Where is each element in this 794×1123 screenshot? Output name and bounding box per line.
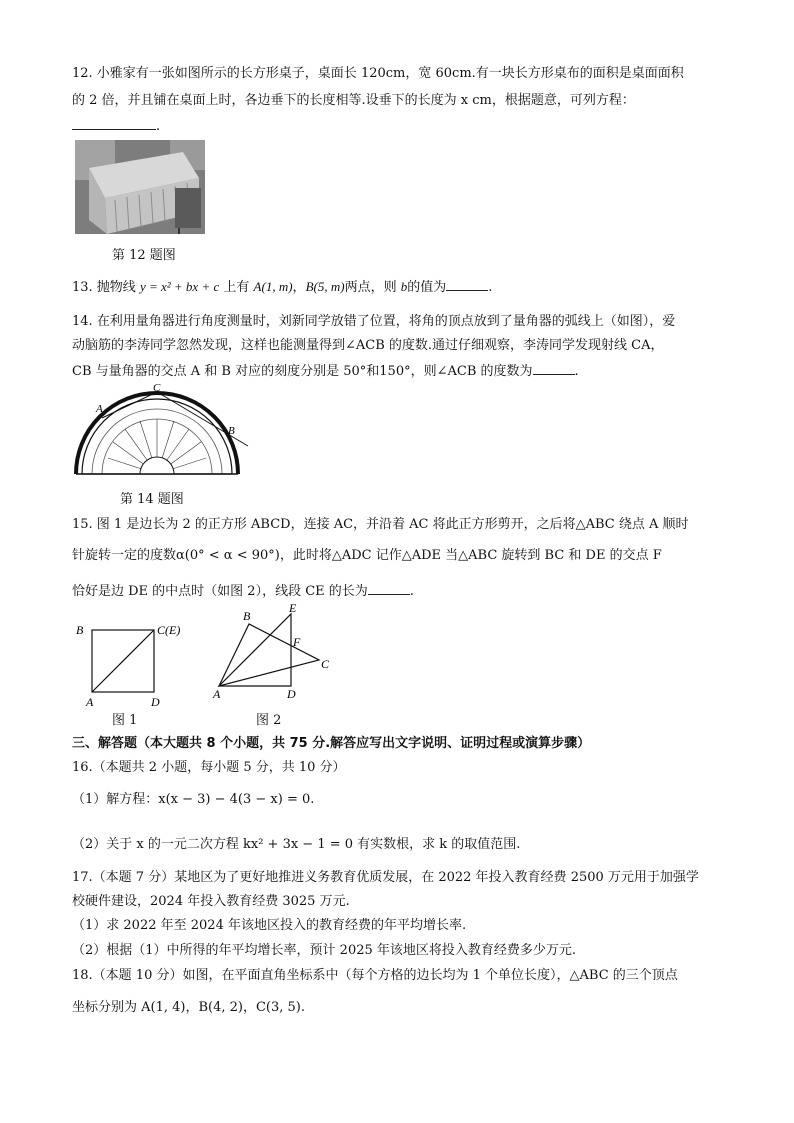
table-photo xyxy=(75,140,205,234)
q12-caption: 第 12 题图 xyxy=(112,248,176,263)
fig2-caption: 图 2 xyxy=(256,713,282,728)
fig2-label-c: C xyxy=(321,657,330,671)
answer-blank[interactable] xyxy=(533,360,575,375)
q17-line-1: 17.（本题 7 分）某地区为了更好地推进义务教育优质发展，在 2022 年投入教育经费 2500 万元用于加强学 xyxy=(72,870,699,885)
protractor-figure xyxy=(72,382,252,482)
fig2-label-b: B xyxy=(243,609,251,623)
fig1-caption: 图 1 xyxy=(112,713,138,728)
q12-answer-line: . xyxy=(72,115,160,137)
q17-part-2: （2）根据（1）中所得的年平均增长率，预计 2025 年该地区将投入教育经费多少万元. xyxy=(72,943,577,958)
parabola-equation: y = x² + bx + c xyxy=(139,279,220,294)
fig2-label-d: D xyxy=(287,687,296,701)
fig2-label-e: E xyxy=(289,601,297,615)
q18-line-1: 18.（本题 10 分）如图，在平面直角坐标系中（每个方格的边长均为 1 个单位长度），△ABC 的三个顶点 xyxy=(72,968,678,983)
q15-line-3: 恰好是边 DE 的中点时（如图 2），线段 CE 的长为 . xyxy=(72,580,414,602)
q12-line-2: 的 2 倍，并且铺在桌面上时，各边垂下的长度相等.设垂下的长度为 x cm，根据题意，可列方程： xyxy=(72,93,635,108)
q12-line-1: 12. 小雅家有一张如图所示的长方形桌子，桌面长 120cm，宽 60cm.有一块长方形桌布的面积是桌面面积 xyxy=(72,66,684,81)
q17-part-1: （1）求 2022 年至 2024 年该地区投入的教育经费的年平均增长率. xyxy=(72,918,467,933)
protractor-label-b: B xyxy=(228,425,235,437)
q16-part-1: （1）解方程：x(x − 3) − 4(3 − x) = 0. xyxy=(72,792,315,807)
fig1-label-a: A xyxy=(86,695,94,709)
protractor-label-c: C xyxy=(153,382,161,394)
q15-line-1: 15. 图 1 是边长为 2 的正方形 ABCD，连接 AC，并沿着 AC 将此正方形剪开，之后将△ABC 绕点 A 顺时 xyxy=(72,517,689,532)
answer-blank[interactable] xyxy=(368,580,410,595)
figure-1-square xyxy=(72,612,212,712)
answer-blank[interactable] xyxy=(446,276,488,291)
q16-header: 16.（本题共 2 小题，每小题 5 分，共 10 分） xyxy=(72,760,346,775)
q13-line: 13. 抛物线 y = x² + bx + c 上有 A(1, m)，B(5, m)两点，则 b的值为 . xyxy=(72,276,492,298)
fig2-label-f: F xyxy=(293,635,301,649)
answer-blank[interactable] xyxy=(72,115,156,130)
figure-2-rotated xyxy=(205,600,345,710)
fig2-label-a: A xyxy=(213,687,221,701)
q16-part-2: （2）关于 x 的一元二次方程 kx² + 3x − 1 = 0 有实数根，求 k 的取值范围. xyxy=(72,837,521,852)
q14-line-3: CB 与量角器的交点 A 和 B 对应的刻度分别是 50°和150°，则∠ACB 的度数为 . xyxy=(72,360,579,382)
section-3-title: 三、解答题（本大题共 8 个小题，共 75 分.解答应写出文字说明、证明过程或演算步骤） xyxy=(72,736,591,751)
fig1-label-d: D xyxy=(151,695,160,709)
fig1-label-ce: C(E) xyxy=(157,623,181,637)
q17-line-2: 校硬件建设，2024 年投入教育经费 3025 万元. xyxy=(72,894,350,909)
q14-line-1: 14. 在利用量角器进行角度测量时，刘新同学放错了位置，将角的顶点放到了量角器的弧线上（如图），爱 xyxy=(72,314,676,329)
q18-line-2: 坐标分别为 A(1, 4)，B(4, 2)，C(3, 5). xyxy=(72,1000,306,1015)
q14-line-2: 动脑筋的李涛同学忽然发现，这样也能测量得到∠ACB 的度数.通过仔细观察，李涛同学发现射线 CA， xyxy=(72,338,664,353)
fig1-label-b: B xyxy=(76,623,84,637)
protractor-label-a: A xyxy=(96,403,103,415)
q14-caption: 第 14 题图 xyxy=(120,492,184,507)
q15-line-2: 针旋转一定的度数α(0° < α < 90°)，此时将△ADC 记作△ADE 当△ABC 旋转到 BC 和 DE 的交点 F xyxy=(72,548,662,563)
